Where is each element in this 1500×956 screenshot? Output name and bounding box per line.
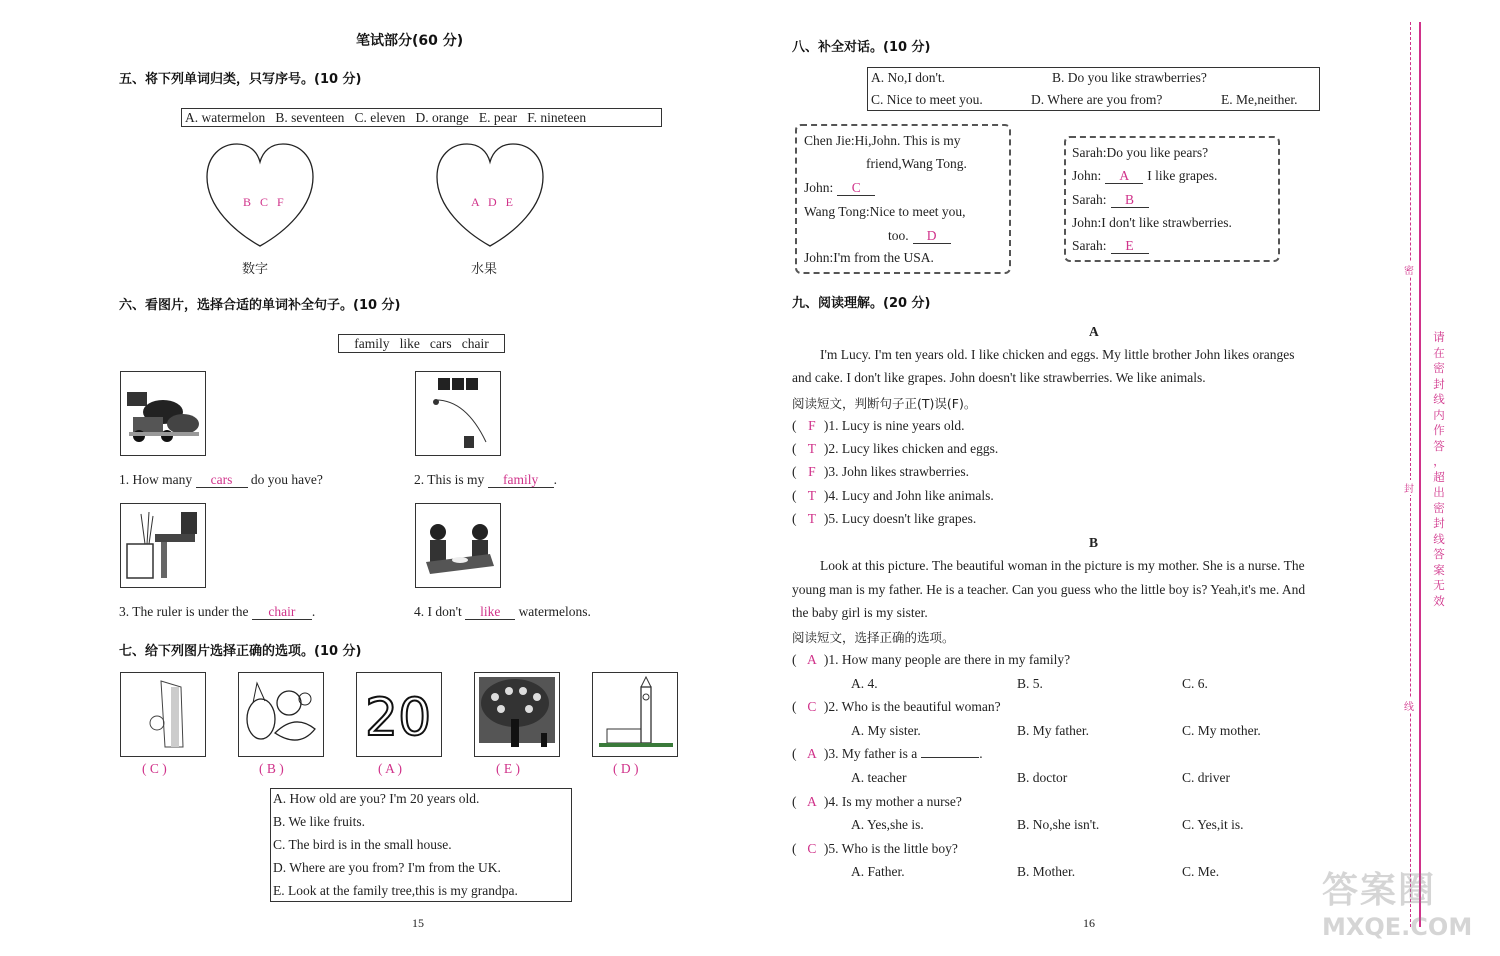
passage-a-instruction: 阅读短文，判断句子正(T)误(F)。: [792, 396, 977, 411]
b3-blank: [921, 757, 979, 758]
d1-answer-c: C: [837, 181, 875, 196]
b5-option-b: B. Mother.: [1017, 864, 1076, 879]
seal-line-dashed: [1410, 22, 1412, 927]
s7-option-d: D. Where are you from? I'm from the UK.: [273, 860, 501, 875]
seal-char: ，: [1433, 454, 1445, 468]
section6-heading: 六、看图片，选择合适的单词补全句子。(10 分): [119, 298, 401, 313]
d1-line1: Chen Jie:Hi,John. This is my: [804, 133, 961, 148]
s7-answer-2: ( B ): [259, 761, 284, 776]
seal-char: 封: [1433, 376, 1445, 391]
d1-line3: John: C: [804, 180, 875, 196]
s6-q1-answer: cars: [196, 473, 248, 488]
word-options-box: A. watermelon B. seventeen C. eleven D. orange E. pear F. nineteen: [181, 108, 662, 127]
a-item-4: ( T )4. Lucy and John like animals.: [792, 488, 994, 503]
children-table-picture: [415, 503, 501, 588]
b2-option-c: C. My mother.: [1182, 723, 1261, 738]
cars-picture: [120, 371, 206, 456]
section9-heading: 九、阅读理解。(20 分): [792, 296, 931, 311]
b4-option-a: A. Yes,she is.: [851, 817, 924, 832]
seal-char: 内: [1433, 407, 1445, 422]
s7-option-b: B. We like fruits.: [273, 814, 366, 829]
s6-q1: 1. How many cars do you have?: [119, 472, 323, 487]
s6-q4-answer: like: [465, 605, 515, 620]
b-item-3-question: ( A )3. My father is a .: [792, 746, 983, 761]
s8-option-b: B. Do you like strawberries?: [1052, 70, 1207, 85]
b5-option-a: A. Father.: [851, 864, 905, 879]
seal-char: 作: [1433, 423, 1445, 437]
seal-line-solid: [1419, 22, 1421, 927]
seal-char: 线: [1433, 392, 1445, 406]
fruits-picture: [238, 672, 324, 757]
a-item-3: ( F )3. John likes strawberries.: [792, 464, 969, 479]
b3-option-b: B. doctor: [1017, 770, 1068, 785]
passage-b-line2: young man is my father. He is a teacher. Can you guess who the little boy is? Yeah,it's me. And: [792, 582, 1306, 597]
seal-char: 封: [1433, 516, 1445, 530]
a-item-5: ( T )5. Lucy doesn't like grapes.: [792, 511, 977, 526]
section8-heading: 八、补全对话。(10 分): [792, 40, 931, 55]
b4-option-b: B. No,she isn't.: [1017, 817, 1100, 832]
s6-q4: 4. I don't like watermelons.: [414, 604, 591, 619]
a-item-1: ( F )1. Lucy is nine years old.: [792, 418, 965, 433]
passage-a-title: A: [1089, 324, 1099, 339]
seal-char: 无: [1433, 578, 1445, 592]
seal-mark-top: 密: [1404, 262, 1414, 277]
passage-a-line1: I'm Lucy. I'm ten years old. I like chicken and eggs. My little brother John likes oranges: [820, 347, 1295, 362]
d2-answer-e: E: [1111, 239, 1149, 254]
d1-line4: Wang Tong:Nice to meet you,: [804, 204, 966, 219]
dialogue1-box: [795, 124, 1011, 274]
b5-option-c: C. Me.: [1182, 864, 1220, 879]
b1-option-b: B. 5.: [1017, 676, 1043, 691]
section7-heading: 七、给下列图片选择正确的选项。(10 分): [119, 644, 362, 659]
d2-line3: Sarah: B: [1072, 192, 1149, 208]
s7-option-a: A. How old are you? I'm 20 years old.: [273, 791, 480, 806]
page-number-left: 15: [412, 916, 424, 930]
seal-mark-mid: 封: [1404, 480, 1414, 495]
seal-mark-bot: 线: [1404, 698, 1414, 713]
d1-line6: John:I'm from the USA.: [804, 250, 934, 265]
b-item-1-question: ( A )1. How many people are there in my family?: [792, 652, 1071, 667]
dialogue2-box: [1064, 136, 1280, 262]
seal-char: 答: [1433, 547, 1445, 561]
b2-option-b: B. My father.: [1017, 723, 1089, 738]
d1-line5: too. D: [888, 228, 951, 244]
heart2-answer: A D E: [471, 195, 516, 209]
b4-option-c: C. Yes,it is.: [1182, 817, 1244, 832]
section5-heading: 五、将下列单词归类，只写序号。(10 分): [119, 72, 362, 87]
d2-line4: John:I don't like strawberries.: [1072, 215, 1232, 230]
d1-line2: friend,Wang Tong.: [866, 156, 967, 171]
s8-options-box: [867, 67, 1320, 111]
svg-text:20: 20: [365, 688, 432, 748]
family-photos-picture: [415, 371, 501, 456]
passage-a-line2: and cake. I don't like grapes. John doesn't like strawberries. We like animals.: [792, 370, 1206, 385]
seal-char: 密: [1433, 361, 1445, 375]
heart1-answer: B C F: [243, 195, 287, 209]
s6-q3: 3. The ruler is under the chair .: [119, 604, 316, 619]
heart1-label: 数字: [242, 262, 269, 277]
seal-char: 案: [1433, 562, 1445, 577]
s8-option-e: E. Me,neither.: [1221, 92, 1298, 107]
seal-char: 答: [1433, 438, 1445, 453]
b1-option-a: A. 4.: [851, 676, 878, 691]
s8-option-c: C. Nice to meet you.: [871, 92, 983, 107]
s8-option-d: D. Where are you from?: [1031, 92, 1163, 107]
d1-answer-d: D: [913, 229, 951, 244]
s6-q3-answer: chair: [252, 605, 312, 620]
seal-char: 效: [1433, 593, 1445, 608]
d2-line5: Sarah: E: [1072, 238, 1149, 254]
family-tree-picture: [474, 672, 560, 757]
b-item-5-question: ( C )5. Who is the little boy?: [792, 841, 958, 856]
chair-desk-picture: [120, 503, 206, 588]
page-number-right: 16: [1083, 916, 1095, 930]
seal-char: 超: [1433, 469, 1445, 484]
s7-answer-4: ( E ): [496, 761, 520, 776]
s7-option-c: C. The bird is in the small house.: [273, 837, 452, 852]
b-item-4-question: ( A )4. Is my mother a nurse?: [792, 794, 962, 809]
passage-b-instruction: 阅读短文，选择正确的选项。: [792, 630, 955, 645]
d2-answer-b: B: [1111, 193, 1149, 208]
seal-char: 密: [1433, 500, 1445, 515]
heart2-label: 水果: [471, 262, 498, 277]
b-item-2-question: ( C )2. Who is the beautiful woman?: [792, 699, 1001, 714]
s7-answer-3: ( A ): [378, 761, 403, 776]
page-title: 笔试部分(60 分): [356, 33, 464, 49]
d2-line2: John: A I like grapes.: [1072, 168, 1218, 183]
seal-char: 线: [1433, 531, 1445, 546]
passage-b-line1: Look at this picture. The beautiful woman in the picture is my mother. She is a nurse. The: [820, 558, 1305, 573]
seal-char: 请: [1433, 330, 1445, 344]
word-bank-box: family like cars chair: [338, 334, 505, 353]
passage-b-title: B: [1089, 535, 1099, 550]
d2-line1: Sarah:Do you like pears?: [1072, 145, 1209, 160]
b3-option-c: C. driver: [1182, 770, 1230, 785]
s6-q2: 2. This is my family .: [414, 472, 558, 487]
passage-b-line3: the baby girl is my sister.: [792, 605, 928, 620]
s7-answer-1: ( C ): [142, 761, 167, 776]
b3-option-a: A. teacher: [851, 770, 907, 785]
s7-options-box: [270, 788, 572, 902]
seal-char: 在: [1433, 345, 1445, 360]
a-item-2: ( T )2. Lucy likes chicken and eggs.: [792, 441, 999, 456]
big-ben-picture: [592, 672, 678, 757]
seal-instruction-vertical: [1432, 330, 1446, 609]
s7-answer-5: ( D ): [613, 761, 639, 776]
s6-q2-answer: family: [488, 473, 554, 488]
watermark-logo: 答案圈 MXQE.COM: [1322, 870, 1473, 941]
seal-char: 出: [1433, 485, 1445, 499]
s8-option-a: A. No,I don't.: [871, 70, 946, 85]
d2-answer-a: A: [1105, 169, 1143, 184]
birdhouse-picture: [120, 672, 206, 757]
s7-option-e: E. Look at the family tree,this is my grandpa.: [273, 883, 518, 898]
number-twenty-picture: [356, 672, 442, 757]
b2-option-a: A. My sister.: [851, 723, 921, 738]
b1-option-c: C. 6.: [1182, 676, 1208, 691]
